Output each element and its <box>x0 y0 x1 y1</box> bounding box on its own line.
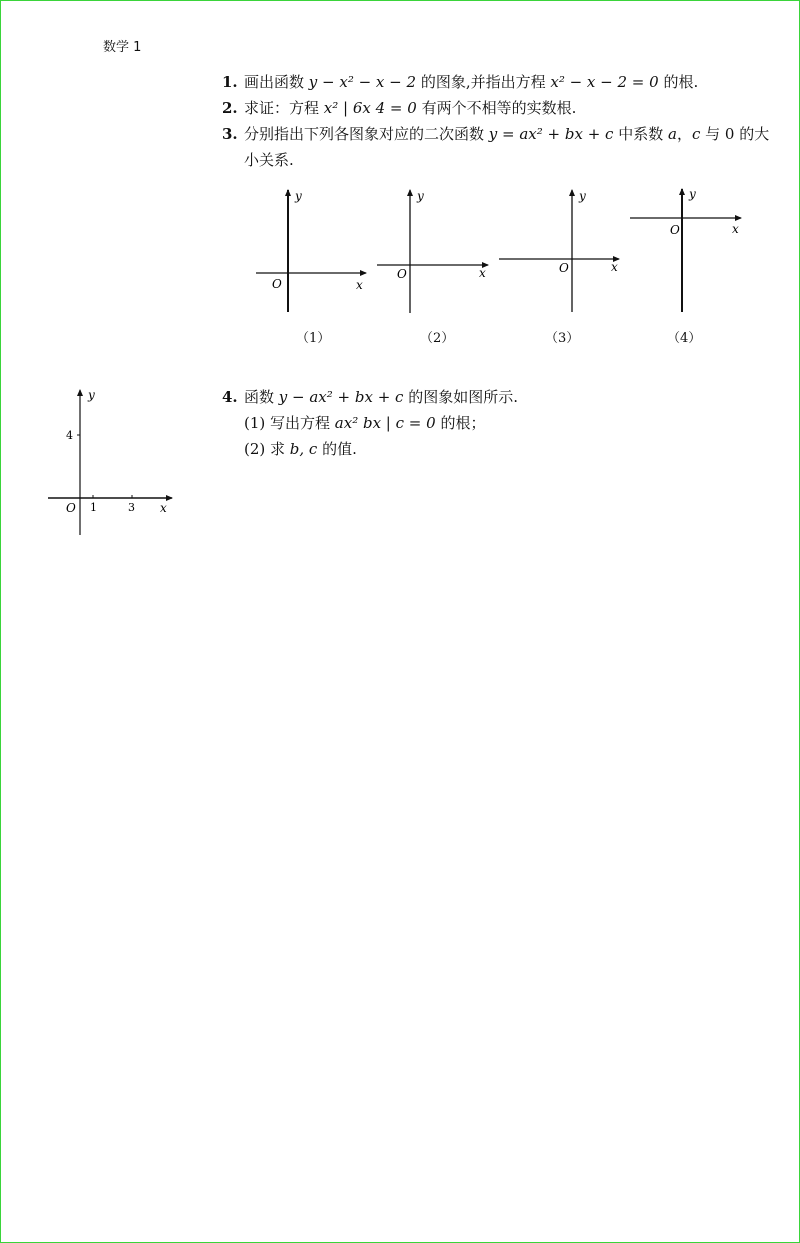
figure-1-axes <box>256 189 366 312</box>
sub-question-1 <box>222 410 518 436</box>
y-tick-label-4: 4 <box>66 429 73 442</box>
figure-caption-2: （2） <box>420 331 455 346</box>
origin-label: O <box>559 261 569 275</box>
x-axis-label: x <box>160 501 167 515</box>
x-axis-label: x <box>356 278 363 292</box>
figure-caption-1: （1） <box>296 331 331 346</box>
problem-text-continued: 小关系. <box>244 151 294 169</box>
problem-number: 4. <box>222 388 238 406</box>
origin-label: O <box>272 277 282 291</box>
x-tick-label-1: 1 <box>90 501 97 514</box>
y-axis-label: y <box>579 189 586 203</box>
y-axis-label: y <box>417 189 424 203</box>
figure-caption-3: （3） <box>545 331 580 346</box>
x-axis-label: x <box>611 260 618 274</box>
problem-4-figure <box>40 385 220 545</box>
problem-number: 2. <box>222 99 238 117</box>
problem-number: 1. <box>222 73 238 91</box>
problem-text: ， <box>676 125 692 143</box>
problem-1 <box>222 69 698 95</box>
problem-text: 的根. <box>658 73 699 91</box>
problem-text: 求证：方程 <box>244 99 324 117</box>
figure-3-axes <box>499 189 619 312</box>
problem-number: 3. <box>222 125 238 143</box>
sub-question-label: (2) 求 <box>244 440 290 458</box>
x-axis-label: x <box>479 266 486 280</box>
problem-text: 的根； <box>435 414 486 432</box>
math-expression: y = ax² + bx + c <box>488 125 614 143</box>
problem-text: 与 0 的大 <box>700 125 770 143</box>
y-axis-label: y <box>88 388 95 402</box>
page-header: 数学 1 <box>103 40 142 55</box>
problem-4 <box>222 384 518 462</box>
problem-2 <box>222 95 576 121</box>
problem-text: 函数 <box>244 388 279 406</box>
problem-text: 的值. <box>317 440 357 458</box>
problem-text: 有两个不相等的实数根. <box>416 99 577 117</box>
problem-text: 中系数 <box>613 125 668 143</box>
y-axis-label: y <box>689 187 696 201</box>
problem-3 <box>222 121 782 173</box>
math-expression: b, c <box>289 440 318 458</box>
math-expression: c <box>691 125 701 143</box>
origin-label: O <box>670 223 680 237</box>
math-expression: x² − x − 2 = 0 <box>550 73 659 91</box>
problem-text: 的图象如图所示. <box>403 388 518 406</box>
x-tick-label-3: 3 <box>128 501 135 514</box>
problem-text: 分别指出下列各图象对应的二次函数 <box>244 125 489 143</box>
sub-question-2 <box>222 436 518 462</box>
math-expression: a <box>668 125 677 143</box>
math-expression: y − ax² + bx + c <box>278 388 404 406</box>
math-expression: x² | 6x 4 = 0 <box>323 99 417 117</box>
problem-text: 的图象,并指出方程 <box>416 73 551 91</box>
figure-caption-4: （4） <box>667 331 702 346</box>
x-axis-label: x <box>732 222 739 236</box>
figure-4-axes <box>630 187 741 312</box>
math-expression: y − x² − x − 2 <box>308 73 417 91</box>
problem-text: 画出函数 <box>244 73 309 91</box>
y-axis-label: y <box>295 189 302 203</box>
origin-label: O <box>66 501 76 515</box>
sub-question-label: (1) 写出方程 <box>244 414 335 432</box>
origin-label: O <box>397 267 407 281</box>
math-expression: ax² bx | c = 0 <box>334 414 436 432</box>
figure-2-axes <box>377 189 488 313</box>
